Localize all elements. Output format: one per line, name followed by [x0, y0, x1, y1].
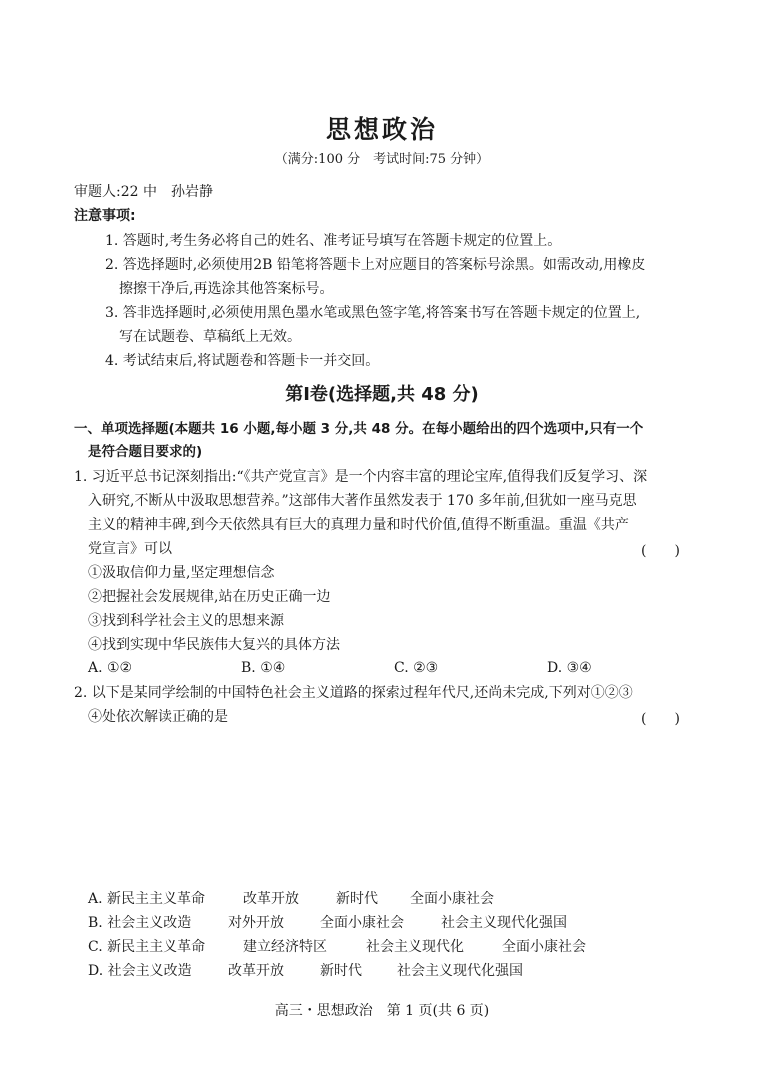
- page-footer: 高三・思想政治 第 1 页(共 6 页): [274, 1003, 490, 1019]
- notice-item: 4. 考试结束后,将试题卷和答题卡一并交回。: [105, 353, 380, 369]
- option-label: D. 社会主义改造: [88, 963, 192, 979]
- section-title: 第Ⅰ卷(选择题,共 48 分): [285, 384, 479, 405]
- section-intro-continued: 是符合题目要求的): [88, 444, 203, 460]
- option-d: D. ③④: [547, 660, 592, 676]
- option-b: B. ①④: [241, 660, 286, 676]
- option-item: 新时代: [320, 963, 362, 979]
- question-2-text: ④处依次解读正确的是: [88, 709, 228, 725]
- answer-blank: ( ): [641, 711, 680, 727]
- option-label: B. 社会主义改造: [88, 915, 192, 931]
- notice-item-continued: 擦擦干净后,再选涂其他答案标号。: [119, 281, 334, 297]
- option-item: 社会主义现代化强国: [397, 963, 523, 979]
- option-item: 全面小康社会: [410, 891, 494, 907]
- notice-item: 1. 答题时,考生务必将自己的姓名、准考证号填写在答题卡规定的位置上。: [105, 233, 562, 249]
- option-item: 社会主义现代化: [366, 939, 464, 955]
- question-2-option-c: [0, 938, 764, 958]
- question-1-choice: ②把握社会发展规律,站在历史正确一边: [88, 589, 331, 605]
- option-item: 建立经济特区: [243, 939, 327, 955]
- notice-item-continued: 写在试题卷、草稿纸上无效。: [119, 329, 301, 345]
- option-item: 对外开放: [228, 915, 284, 931]
- page-title: 思想政治: [325, 115, 438, 144]
- option-item: 全面小康社会: [502, 939, 586, 955]
- option-label: A. 新民主主义革命: [88, 891, 206, 907]
- option-a: A. ①②: [88, 660, 133, 676]
- question-1-choice: ①汲取信仰力量,坚定理想信念: [88, 565, 275, 581]
- question-1-text: 党宣言》可以: [88, 541, 172, 557]
- question-1-options: [0, 660, 764, 680]
- question-2-option-d: [0, 962, 764, 982]
- question-2-option-b: [0, 914, 764, 934]
- answer-blank: ( ): [641, 543, 680, 559]
- exam-info: （满分:100 分 考试时间:75 分钟）: [274, 152, 490, 167]
- notice-item: 2. 答选择题时,必须使用2B 铅笔将答题卡上对应题目的答案标号涂黑。如需改动,用橡皮: [105, 257, 646, 273]
- question-1-choice: ③找到科学社会主义的思想来源: [88, 613, 284, 629]
- question-1-text: 入研究,不断从中汲取思想营养。”这部伟大著作虽然发表于 170 多年前,但犹如一座马克思: [88, 493, 637, 509]
- option-item: 全面小康社会: [320, 915, 404, 931]
- option-item: 改革开放: [228, 963, 284, 979]
- option-item: 社会主义现代化强国: [441, 915, 567, 931]
- section-intro: 一、单项选择题(本题共 16 小题,每小题 3 分,共 48 分。在每小题给出的四个选项中,只有一个: [74, 421, 644, 437]
- question-1-text: 1. 习近平总书记深刻指出:“《共产党宣言》是一个内容丰富的理论宝库,值得我们反复学习、深: [74, 469, 648, 485]
- reviewer-line: 审题人:22 中 孙岩静: [74, 184, 213, 200]
- question-1-text: 主义的精神丰碑,到今天依然具有巨大的真理力量和时代价值,值得不断重温。重温《共产: [88, 517, 629, 533]
- option-c: C. ②③: [394, 660, 439, 676]
- option-item: 改革开放: [243, 891, 299, 907]
- question-2-option-a: [0, 890, 764, 910]
- question-1-choice: ④找到实现中华民族伟大复兴的具体方法: [88, 637, 340, 653]
- notice-heading: 注意事项:: [74, 208, 136, 224]
- option-item: 新时代: [336, 891, 378, 907]
- question-2-text: 2. 以下是某同学绘制的中国特色社会主义道路的探索过程年代尺,还尚未完成,下列对①②③: [74, 685, 633, 701]
- option-label: C. 新民主主义革命: [88, 939, 206, 955]
- notice-item: 3. 答非选择题时,必须使用黑色墨水笔或黑色签字笔,将答案书写在答题卡规定的位置上,: [105, 305, 641, 321]
